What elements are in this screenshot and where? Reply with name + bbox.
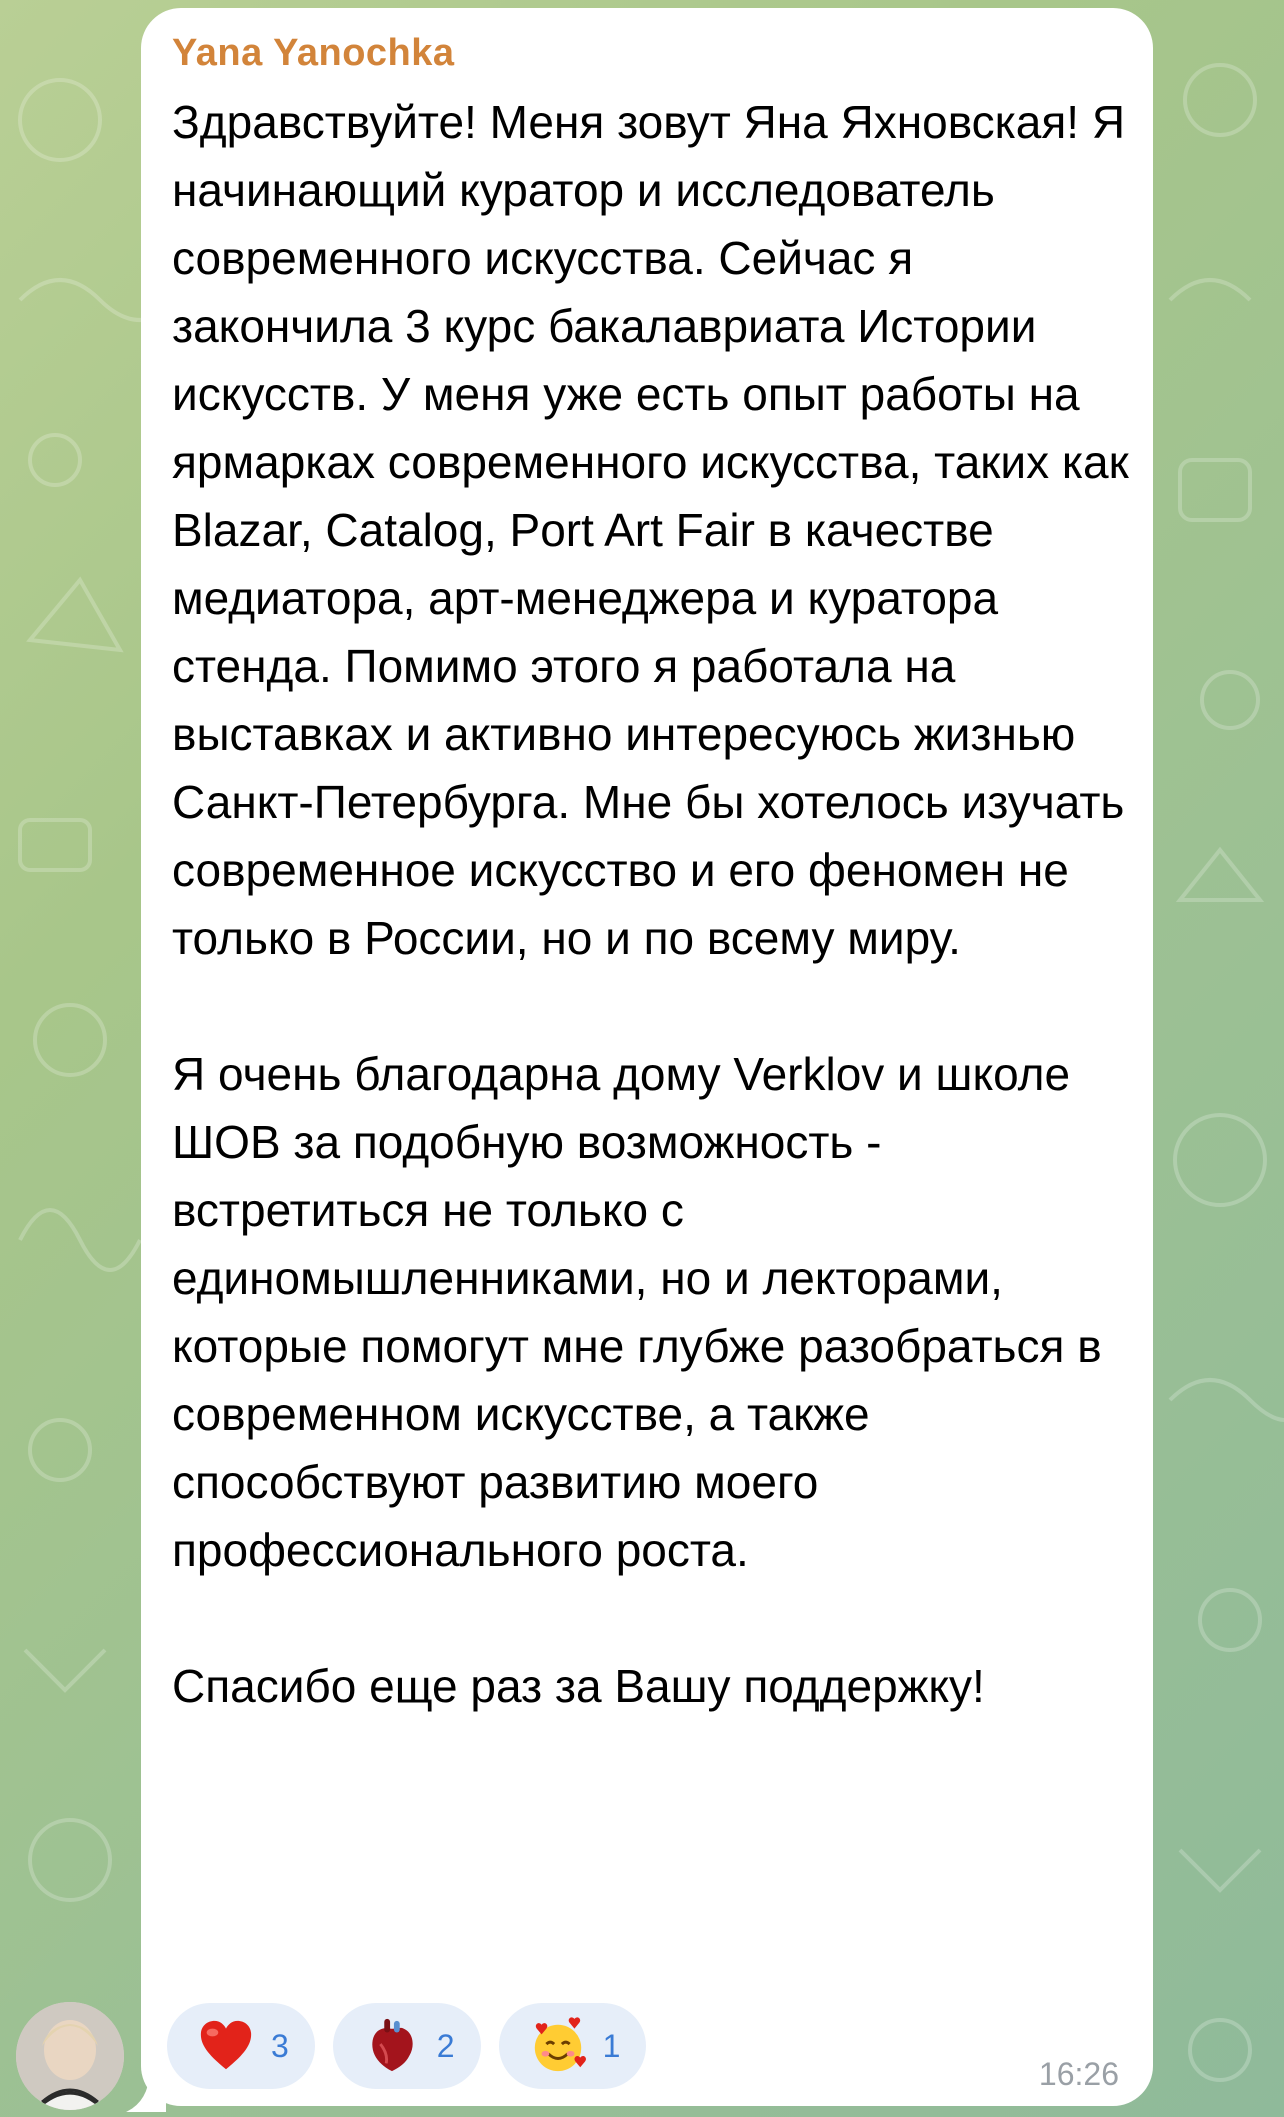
smiling-face-with-hearts-icon (529, 2017, 587, 2075)
sender-name[interactable]: Yana Yanochka (172, 32, 455, 74)
anatomical-heart-icon (363, 2017, 421, 2075)
reaction-anatomical-heart[interactable] (333, 2003, 481, 2089)
reaction-smiling-face-with-hearts[interactable] (499, 2003, 647, 2089)
reactions-bar (167, 2003, 646, 2089)
reaction-count: 2 (436, 2027, 455, 2064)
message-text: Здравствуйте! Меня зовут Яна Яхновская! Я начинающий куратор и исследователь современного искусства. Сейчас я закончила 3 курс бакалавриата Истории искусств. У меня уже есть опыт работы на ярмарках современного искусства, таких как Blazar, Catalog, Port Art Fair в качестве медиатора, арт-менеджера и куратора стенда. Помимо этого я работала на выставках и активно интересуюсь жизнью Санкт-Петербурга. Мне бы хотелось изучать современное искусство и его феномен не только в России, но и по всему миру. Я очень благодарна дому Verklov и школе ШОВ за подобную возможность - встретиться не только с единомышленниками, но и лекторами, которые помогут мне глубже разобраться в современном искусстве, а также способствуют развитию моего профессионального роста. Спасибо еще раз за Вашу поддержку! (172, 96, 1129, 1712)
reaction-red-heart[interactable] (167, 2003, 315, 2089)
sender-avatar[interactable] (16, 2002, 124, 2110)
red-heart-icon (197, 2017, 255, 2075)
message-bubble[interactable] (141, 8, 1153, 2106)
reaction-count: 1 (602, 2027, 621, 2064)
reaction-count: 3 (271, 2027, 289, 2064)
message-timestamp: 16:26 (1038, 2056, 1119, 2092)
